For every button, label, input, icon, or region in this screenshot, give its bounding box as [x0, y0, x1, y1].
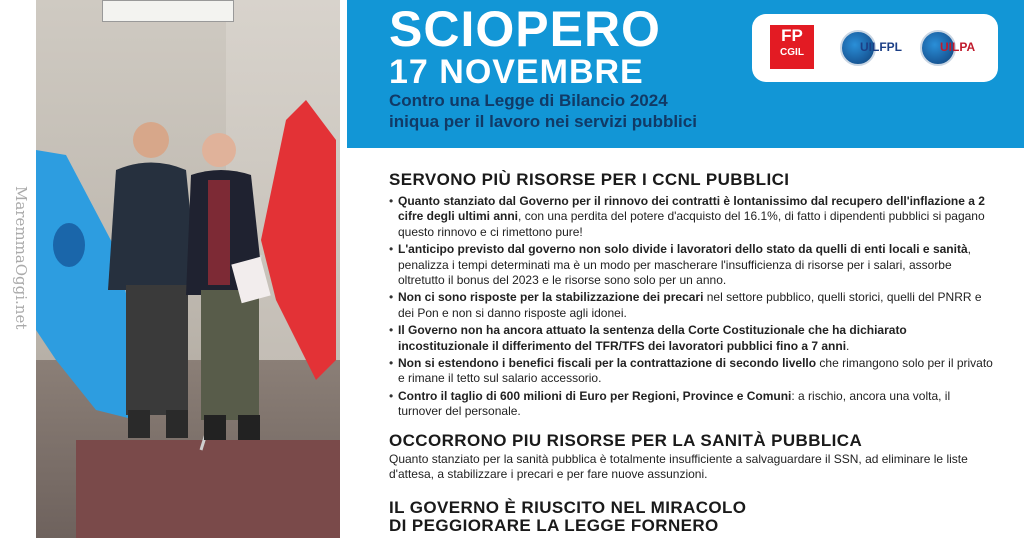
poster-title: SCIOPERO — [389, 1, 661, 57]
person1-pants — [126, 285, 188, 415]
person1-head — [133, 122, 169, 158]
person2-sweater — [208, 180, 230, 285]
bullet-item — [389, 356, 993, 387]
person1-shoe-left — [128, 410, 150, 438]
watermark-text: MaremmaOggi.net — [12, 186, 30, 330]
bullet-item — [389, 389, 993, 420]
bullet-text: : a rischio, ancora una volta, il turnover del personale. — [398, 388, 951, 419]
poster-subtitle-line1: Contro una Legge di Bilancio 2024 — [389, 91, 668, 110]
bullet-bold-text: Non ci sono risposte per la stabilizzazione dei precari — [398, 290, 704, 305]
poster-subtitle-line2: iniqua per il lavoro nei servizi pubblici — [389, 112, 697, 131]
section1-title: SERVONO PIÙ RISORSE PER I CCNL PUBBLICI — [389, 170, 790, 189]
flag-emblem — [53, 223, 85, 267]
poster-date: 17 NOVEMBRE — [389, 53, 644, 91]
person1-jacket — [108, 163, 198, 291]
uilfpl-logo: UILFPL — [840, 30, 910, 66]
red-flag — [261, 100, 336, 380]
bullet-bold-text: Quanto stanziato dal Governo per il rinnovo dei contratti è lontanissimo dal recupero dell'inflazione a 2 cifre degli ultimi anni — [398, 194, 985, 224]
section1-bullets — [389, 194, 993, 422]
section2-text: Quanto stanziato per la sanità pubblica è totalmente insufficiente a salvaguardare il SSN, ad eliminare le liste d'attesa, a stabilizzare i precari e per fare nuove assunzioni. — [389, 452, 968, 482]
person2-head — [202, 133, 236, 167]
person2-shoe-right — [238, 415, 260, 440]
bullet-text: nel settore pubblico, quelli storici, quelli del PNRR e dei Pon e non si danno risposte agli idonei. — [398, 290, 982, 320]
bullet-item — [389, 323, 993, 354]
bullet-text: . — [846, 338, 850, 353]
bullet-item — [389, 290, 993, 321]
bullet-text: , penalizza i tempi determinati ma è un modo per mascherare l'insufficienza di risorse per i salari, assorbe oltretutto il bonus del 2023 e le risorse sono solo per un anno. — [398, 242, 971, 288]
bullet-bold-text: Non si estendono i benefici fiscali per la contrattazione di secondo livello — [398, 356, 817, 371]
section2-title: OCCORRONO PIU RISORSE PER LA SANITÀ PUBBLICA — [389, 431, 863, 450]
strike-poster — [347, 0, 1024, 538]
bullet-bold-text: Il Governo non ha ancora attuato la sentenza della Corte Costituzionale che ha dichiarato incostituzionale il differimento del TFR/TFS dei lavoratori pubblici fino a 7 anni — [398, 323, 907, 353]
bullet-bold-text: Contro il taglio di 600 milioni di Euro per Regioni, Province e Comuni — [398, 388, 792, 403]
poster-header — [347, 0, 1024, 148]
person1-shoe-right — [166, 410, 188, 438]
people-and-flags — [36, 0, 340, 538]
bullet-text: che rimangono solo per il privato e rimane il tetto sul salario accessorio. — [398, 356, 993, 386]
section3-title-line1: IL GOVERNO È RIUSCITO NEL MIRACOLO — [389, 498, 747, 517]
uilpa-logo: UILPA — [920, 30, 990, 66]
bullet-text: , con una perdita del potere d'acquisto del 16.1%, di fatto i dipendenti pubblici si pagano questo rinnovo e ci rimettono pure! — [398, 209, 985, 239]
section3-title-line2: DI PEGGIORARE LA LEGGE FORNERO — [389, 516, 719, 535]
bullet-item — [389, 242, 993, 288]
strike-photo — [36, 0, 340, 538]
union-logos — [752, 14, 998, 82]
person2-pants — [201, 290, 259, 420]
bullet-bold-text: L'anticipo previsto dal governo non solo divide i lavoratori dello stato da quelli di enti locali e sanità — [398, 242, 968, 257]
person2-shoe-left — [204, 415, 226, 440]
bullet-item — [389, 194, 993, 240]
fp-cgil-logo: FP CGIL — [770, 25, 814, 69]
